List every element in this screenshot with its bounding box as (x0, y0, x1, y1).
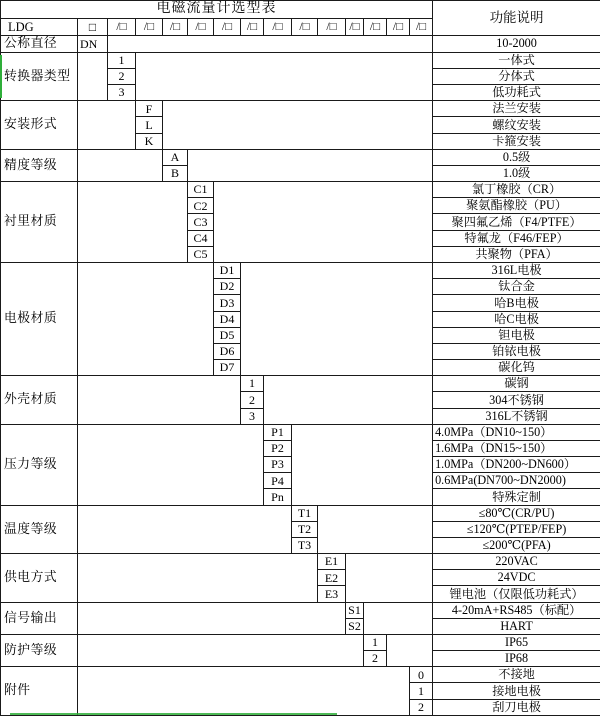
model-slot: /□ (264, 19, 292, 36)
option-code: 1 (241, 376, 264, 392)
blank-cell (78, 149, 163, 181)
option-desc: 不接地 (433, 667, 600, 683)
category-label: 防护等级 (1, 634, 78, 666)
option-desc: 316L不锈钢 (433, 408, 600, 424)
blank-cell (78, 424, 264, 505)
model-slot: /□ (364, 19, 387, 36)
option-code: D3 (214, 295, 241, 311)
model-slot: /□ (346, 19, 364, 36)
option-code: D4 (214, 311, 241, 327)
category-label: 附件 (1, 667, 78, 716)
blank-cell (78, 602, 346, 634)
option-code: 3 (241, 408, 264, 424)
option-code: P1 (264, 424, 292, 440)
option-code: C1 (188, 182, 214, 198)
option-code: 2 (108, 68, 136, 84)
option-code: 2 (364, 651, 387, 667)
option-desc: 哈B电极 (433, 295, 600, 311)
option-desc: ≤120℃(PTEP/FEP) (433, 521, 600, 537)
option-desc: 一体式 (433, 52, 600, 68)
model-slot: /□ (318, 19, 346, 36)
model-slot: /□ (241, 19, 264, 36)
option-code: S2 (346, 618, 364, 634)
option-code: D6 (214, 343, 241, 359)
option-desc: ≤80℃(CR/PU) (433, 505, 600, 521)
option-code: 0 (410, 667, 433, 683)
blank-cell (136, 52, 433, 101)
option-code: 1 (108, 52, 136, 68)
option-desc: 0.6MPa(DN700~DN2000) (433, 473, 600, 489)
option-desc: 1.0MPa（DN200~DN600） (433, 457, 600, 473)
option-desc: 304不锈钢 (433, 392, 600, 408)
option-code: L (136, 117, 163, 133)
option-desc: IP68 (433, 651, 600, 667)
option-desc: HART (433, 618, 600, 634)
option-desc: 1.0级 (433, 165, 600, 181)
option-code: E3 (318, 586, 346, 602)
option-desc: 低功耗式 (433, 85, 600, 101)
category-label: 温度等级 (1, 505, 78, 554)
category-label: 电极材质 (1, 263, 78, 376)
category-label: 外壳材质 (1, 376, 78, 425)
model-slot: /□ (292, 19, 318, 36)
option-desc: 分体式 (433, 68, 600, 84)
option-desc: 10-2000 (433, 35, 600, 52)
option-code: D2 (214, 279, 241, 295)
option-code: T2 (292, 521, 318, 537)
option-code: Pn (264, 489, 292, 505)
option-code: E1 (318, 554, 346, 570)
function-column-header: 功能说明 (433, 1, 600, 36)
blank-cell (188, 149, 433, 181)
option-desc: 锂电池（仅限低功耗式） (433, 586, 600, 602)
model-slot: /□ (163, 19, 188, 36)
category-label: 供电方式 (1, 554, 78, 603)
blank-cell (108, 35, 433, 52)
option-code: F (136, 101, 163, 117)
option-desc: 特殊定制 (433, 489, 600, 505)
option-code: DN (78, 35, 108, 52)
blank-cell (264, 376, 433, 425)
option-desc: 氯丁橡胶（CR） (433, 182, 600, 198)
option-code: 1 (410, 683, 433, 699)
option-code: B (163, 165, 188, 181)
option-code: C3 (188, 214, 214, 230)
option-desc: 4-20mA+RS485（标配） (433, 602, 600, 618)
model-slot: /□ (214, 19, 241, 36)
option-desc: 共聚物（PFA） (433, 246, 600, 262)
category-label: 衬里材质 (1, 182, 78, 263)
blank-cell (346, 554, 433, 603)
option-desc: 接地电极 (433, 683, 600, 699)
category-label: 精度等级 (1, 149, 78, 181)
blank-cell (318, 505, 433, 554)
model-slot: /□ (410, 19, 433, 36)
option-code: 3 (108, 85, 136, 101)
option-desc: 法兰安装 (433, 101, 600, 117)
option-code: P2 (264, 440, 292, 456)
option-desc: 220VAC (433, 554, 600, 570)
option-desc: 钽电极 (433, 327, 600, 343)
category-label: 安装形式 (1, 101, 78, 150)
option-code: 2 (410, 699, 433, 715)
option-code: C2 (188, 198, 214, 214)
category-label: 公称直径 (1, 35, 78, 52)
option-code: T1 (292, 505, 318, 521)
option-desc: IP65 (433, 634, 600, 650)
blank-cell (78, 52, 108, 101)
option-desc: 碳钢 (433, 376, 600, 392)
option-code: D5 (214, 327, 241, 343)
option-code: C5 (188, 246, 214, 262)
blank-cell (78, 101, 136, 150)
option-code: P4 (264, 473, 292, 489)
green-edge-artifact-bottom (10, 713, 337, 715)
blank-cell (78, 554, 318, 603)
option-desc: 4.0MPa（DN10~150） (433, 424, 600, 440)
blank-cell (387, 634, 433, 666)
model-box-slot: □ (78, 19, 108, 36)
option-desc: 碳化钨 (433, 360, 600, 376)
option-code: P3 (264, 457, 292, 473)
model-slot: /□ (188, 19, 214, 36)
option-code: E2 (318, 570, 346, 586)
model-slot: /□ (108, 19, 136, 36)
option-code: D7 (214, 360, 241, 376)
model-slot: /□ (136, 19, 163, 36)
option-desc: ≤200℃(PFA) (433, 537, 600, 553)
option-code: 1 (364, 634, 387, 650)
category-label: 压力等级 (1, 424, 78, 505)
option-code: C4 (188, 230, 214, 246)
option-code: 2 (241, 392, 264, 408)
option-desc: 聚四氟乙烯（F4/PTFE） (433, 214, 600, 230)
option-code: A (163, 149, 188, 165)
blank-cell (214, 182, 433, 263)
option-desc: 316L电极 (433, 263, 600, 279)
option-code: D1 (214, 263, 241, 279)
option-code: S1 (346, 602, 364, 618)
blank-cell (78, 263, 214, 376)
option-desc: 钛合金 (433, 279, 600, 295)
model-prefix: LDG (1, 19, 78, 36)
option-code: T3 (292, 537, 318, 553)
green-edge-artifact-left (0, 55, 2, 98)
option-desc: 24VDC (433, 570, 600, 586)
option-desc: 铂铱电极 (433, 343, 600, 359)
option-desc: 卡箍安装 (433, 133, 600, 149)
blank-cell (78, 505, 292, 554)
blank-cell (163, 101, 433, 150)
option-desc: 1.6MPa（DN15~150） (433, 440, 600, 456)
blank-cell (364, 602, 433, 634)
option-desc: 0.5级 (433, 149, 600, 165)
option-desc: 螺纹安装 (433, 117, 600, 133)
blank-cell (78, 376, 241, 425)
option-desc: 哈C电极 (433, 311, 600, 327)
option-code: K (136, 133, 163, 149)
category-label: 转换器类型 (1, 52, 78, 101)
blank-cell (78, 634, 364, 666)
option-desc: 聚氨酯橡胶（PU） (433, 198, 600, 214)
category-label: 信号输出 (1, 602, 78, 634)
option-desc: 特氟龙（F46/FEP） (433, 230, 600, 246)
blank-cell (78, 667, 410, 716)
blank-cell (241, 263, 433, 376)
model-slot: /□ (387, 19, 410, 36)
blank-cell (292, 424, 433, 505)
blank-cell (78, 182, 188, 263)
table-title: 电磁流量计选型表 (1, 1, 433, 19)
option-desc: 刮刀电极 (433, 699, 600, 715)
